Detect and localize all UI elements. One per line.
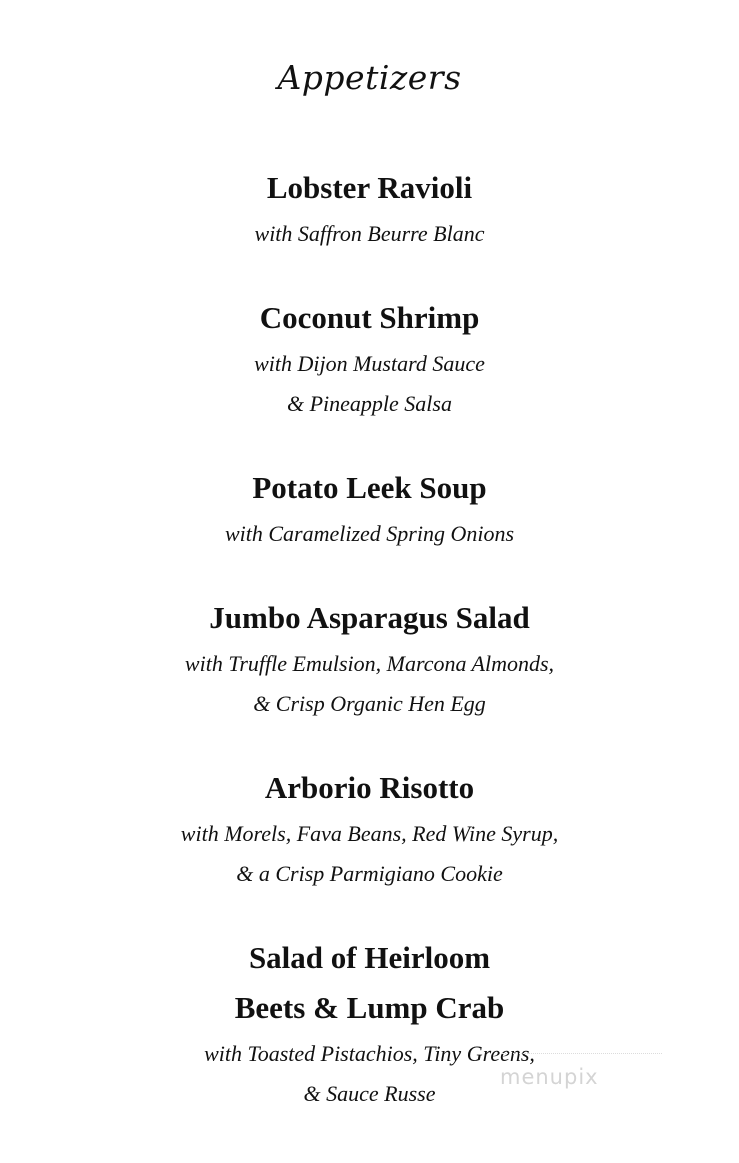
menu-item-description: & Crisp Organic Hen Egg bbox=[253, 691, 486, 716]
menu-item-description: & Pineapple Salsa bbox=[287, 391, 452, 416]
menu-item-description: with Dijon Mustard Sauce bbox=[254, 351, 485, 376]
menu-item-name: Potato Leek Soup bbox=[252, 470, 487, 505]
menu-item-description: with Truffle Emulsion, Marcona Almonds, bbox=[184, 651, 555, 676]
menu-item-description: with Toasted Pistachios, Tiny Greens, bbox=[204, 1041, 535, 1066]
menu-item-description: with Morels, Fava Beans, Red Wine Syrup, bbox=[180, 821, 559, 846]
menu-item-name: Coconut Shrimp bbox=[259, 300, 480, 335]
menu-item-name: Lobster Ravioli bbox=[266, 170, 473, 205]
menu-item-name: Arborio Risotto bbox=[264, 770, 475, 805]
menu-item-name: Jumbo Asparagus Salad bbox=[209, 600, 530, 635]
menu-item-description: with Caramelized Spring Onions bbox=[224, 521, 515, 546]
menu-item-description: & a Crisp Parmigiano Cookie bbox=[236, 861, 503, 886]
menu-item-name: Salad of Heirloom bbox=[248, 940, 491, 975]
menu-item-description: & Sauce Russe bbox=[303, 1081, 436, 1106]
menu-item-description: with Saffron Beurre Blanc bbox=[254, 221, 485, 246]
watermark: menupix bbox=[500, 1065, 599, 1089]
menu-title: Appetizers bbox=[277, 58, 462, 97]
watermark-rule bbox=[502, 1053, 662, 1055]
menu-item-name: Beets & Lump Crab bbox=[234, 990, 505, 1025]
